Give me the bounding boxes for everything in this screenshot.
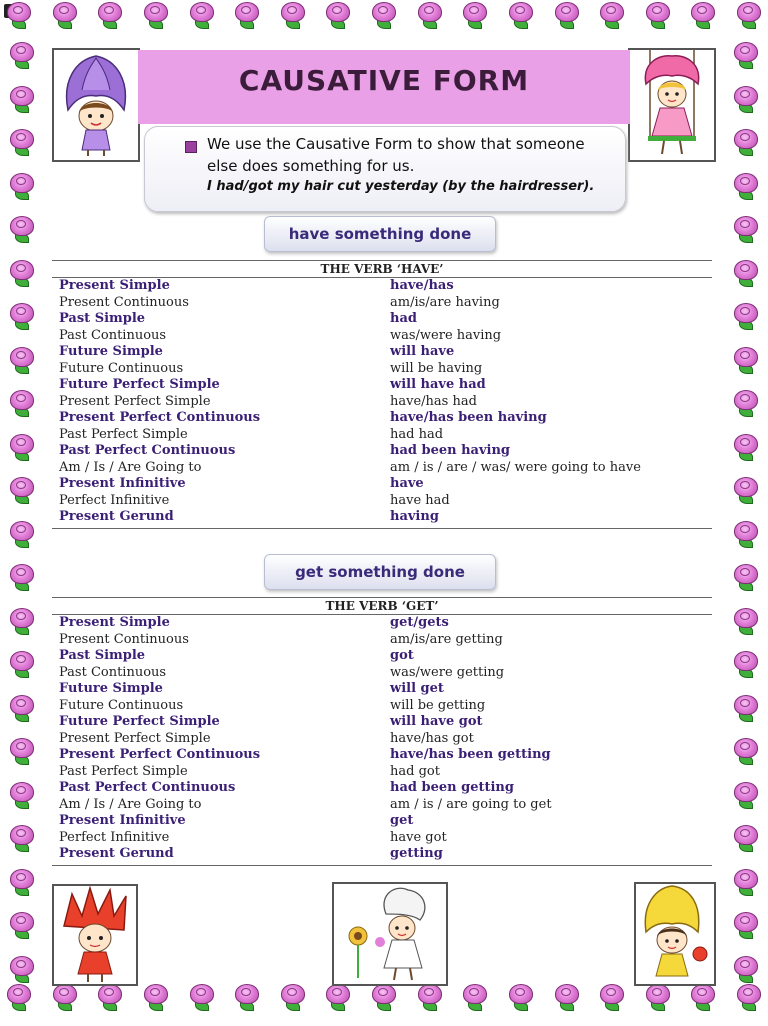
rose-icon bbox=[50, 0, 80, 30]
verb-form: had bbox=[390, 311, 417, 326]
rose-icon bbox=[7, 388, 37, 418]
rose-icon bbox=[7, 40, 37, 70]
verb-form: will be having bbox=[390, 360, 483, 376]
rose-icon bbox=[369, 0, 399, 30]
table-row bbox=[52, 780, 712, 797]
rose-icon bbox=[7, 910, 37, 940]
verb-table-have bbox=[52, 260, 712, 529]
rose-icon bbox=[187, 0, 217, 30]
tense-name: Am / Is / Are Going to bbox=[59, 796, 202, 812]
tense-name: Past Perfect Continuous bbox=[59, 780, 236, 795]
rose-icon bbox=[4, 982, 34, 1012]
rose-icon bbox=[731, 693, 761, 723]
definition-line-2: else does something for us. bbox=[207, 157, 415, 175]
verb-form: am / is / are / was/ were going to have bbox=[390, 459, 641, 475]
rose-icon bbox=[232, 982, 262, 1012]
rose-icon bbox=[7, 823, 37, 853]
verb-form: got bbox=[390, 648, 414, 663]
rose-icon bbox=[7, 345, 37, 375]
table-row bbox=[52, 731, 712, 748]
flower-border-top bbox=[0, 0, 768, 44]
rose-icon bbox=[731, 258, 761, 288]
red-flower-fairy-icon bbox=[52, 884, 138, 986]
verb-form: have/has been getting bbox=[390, 747, 551, 762]
tense-name: Present Simple bbox=[59, 615, 170, 630]
rose-icon bbox=[460, 982, 490, 1012]
table-divider bbox=[52, 865, 712, 866]
verb-form: get/gets bbox=[390, 615, 449, 630]
verb-form: get bbox=[390, 813, 414, 828]
rose-icon bbox=[415, 0, 445, 30]
tense-name: Past Perfect Simple bbox=[59, 763, 188, 779]
table-row bbox=[52, 615, 712, 632]
rose-icon bbox=[7, 214, 37, 244]
table-row bbox=[52, 295, 712, 312]
rose-icon bbox=[731, 432, 761, 462]
rose-icon bbox=[734, 982, 764, 1012]
verb-form: had been having bbox=[390, 443, 511, 458]
verb-form: have/has had bbox=[390, 393, 477, 409]
rose-icon bbox=[7, 258, 37, 288]
worksheet bbox=[46, 46, 722, 978]
rose-icon bbox=[643, 0, 673, 30]
verb-form: am / is / are going to get bbox=[390, 796, 552, 812]
flower-border-left bbox=[2, 40, 42, 984]
tense-name: Present Infinitive bbox=[59, 813, 186, 828]
tense-name: Future Continuous bbox=[59, 697, 184, 713]
tense-name: Future Continuous bbox=[59, 360, 184, 376]
verb-form: will have bbox=[390, 344, 455, 359]
tense-name: Past Perfect Simple bbox=[59, 426, 188, 442]
rose-icon bbox=[7, 693, 37, 723]
verb-form: had had bbox=[390, 426, 444, 442]
rose-icon bbox=[731, 780, 761, 810]
tense-name: Am / Is / Are Going to bbox=[59, 459, 202, 475]
verb-form: was/were having bbox=[390, 327, 502, 343]
tense-name: Future Simple bbox=[59, 344, 163, 359]
rose-icon bbox=[731, 649, 761, 679]
tense-name: Present Perfect Simple bbox=[59, 393, 211, 409]
table-row bbox=[52, 665, 712, 682]
rose-icon bbox=[731, 562, 761, 592]
table-title: THE VERB ‘GET’ bbox=[52, 597, 712, 615]
rose-icon bbox=[506, 0, 536, 30]
rose-icon bbox=[731, 345, 761, 375]
flower-border-bottom bbox=[0, 982, 768, 1026]
table-row bbox=[52, 443, 712, 460]
verb-form: am/is/are getting bbox=[390, 631, 503, 647]
rose-icon bbox=[552, 982, 582, 1012]
table-row bbox=[52, 278, 712, 295]
rose-icon bbox=[552, 0, 582, 30]
rose-icon bbox=[731, 910, 761, 940]
rose-icon bbox=[7, 649, 37, 679]
table-row bbox=[52, 361, 712, 378]
verb-form: have had bbox=[390, 492, 450, 508]
rose-icon bbox=[731, 84, 761, 114]
table-row bbox=[52, 747, 712, 764]
rose-icon bbox=[731, 519, 761, 549]
rose-icon bbox=[731, 606, 761, 636]
table-row bbox=[52, 764, 712, 781]
table-title: THE VERB ‘HAVE’ bbox=[52, 260, 712, 278]
tense-name: Present Perfect Simple bbox=[59, 730, 211, 746]
rose-icon bbox=[7, 84, 37, 114]
flower-border-right bbox=[726, 40, 766, 984]
table-row bbox=[52, 830, 712, 847]
definition-box bbox=[144, 126, 626, 212]
rose-icon bbox=[7, 562, 37, 592]
tense-name: Present Gerund bbox=[59, 509, 174, 524]
rose-icon bbox=[7, 475, 37, 505]
rose-icon bbox=[731, 823, 761, 853]
tulip-fairy-icon bbox=[52, 48, 140, 162]
verb-form: had got bbox=[390, 763, 440, 779]
tense-name: Present Perfect Continuous bbox=[59, 410, 261, 425]
rose-icon bbox=[460, 0, 490, 30]
table-divider bbox=[52, 528, 712, 529]
table-row bbox=[52, 460, 712, 477]
verb-form: have/has got bbox=[390, 730, 474, 746]
rose-icon bbox=[7, 127, 37, 157]
verb-form: have/has bbox=[390, 278, 454, 293]
tense-name: Future Perfect Simple bbox=[59, 714, 220, 729]
rose-icon bbox=[731, 171, 761, 201]
rose-icon bbox=[506, 982, 536, 1012]
page-title: CAUSATIVE FORM bbox=[238, 64, 530, 97]
tense-name: Present Infinitive bbox=[59, 476, 186, 491]
tense-name: Past Continuous bbox=[59, 327, 167, 343]
tense-name: Perfect Infinitive bbox=[59, 829, 170, 845]
table-row bbox=[52, 493, 712, 510]
section-heading-have: have something done bbox=[264, 216, 496, 252]
rose-icon bbox=[323, 0, 353, 30]
definition-line-1: We use the Causative Form to show that someone bbox=[207, 135, 585, 153]
tense-name: Future Simple bbox=[59, 681, 163, 696]
yellow-tulip-fairy-icon bbox=[634, 882, 716, 986]
swing-fairy-icon bbox=[628, 48, 716, 162]
verb-form: had been getting bbox=[390, 780, 514, 795]
rose-icon bbox=[141, 982, 171, 1012]
table-row bbox=[52, 797, 712, 814]
tense-name: Present Continuous bbox=[59, 294, 189, 310]
rose-icon bbox=[597, 0, 627, 30]
verb-table-get bbox=[52, 597, 712, 866]
rose-icon bbox=[7, 432, 37, 462]
rose-icon bbox=[7, 736, 37, 766]
tense-name: Present Continuous bbox=[59, 631, 189, 647]
table-row bbox=[52, 509, 712, 526]
rose-icon bbox=[731, 40, 761, 70]
rose-icon bbox=[731, 388, 761, 418]
rose-icon bbox=[7, 954, 37, 984]
rose-icon bbox=[688, 0, 718, 30]
verb-form: have got bbox=[390, 829, 447, 845]
table-row bbox=[52, 648, 712, 665]
verb-form: will have had bbox=[390, 377, 486, 392]
table-row bbox=[52, 681, 712, 698]
rose-icon bbox=[731, 954, 761, 984]
verb-form: getting bbox=[390, 846, 443, 861]
bellflower-fairy-icon bbox=[332, 882, 448, 986]
rose-icon bbox=[7, 171, 37, 201]
tense-name: Present Perfect Continuous bbox=[59, 747, 261, 762]
rose-icon bbox=[731, 475, 761, 505]
table-row bbox=[52, 377, 712, 394]
tense-name: Past Simple bbox=[59, 648, 146, 663]
table-row bbox=[52, 427, 712, 444]
verb-form: having bbox=[390, 509, 439, 524]
table-row bbox=[52, 714, 712, 731]
rose-icon bbox=[7, 301, 37, 331]
rose-icon bbox=[7, 867, 37, 897]
rose-icon bbox=[597, 982, 627, 1012]
rose-icon bbox=[141, 0, 171, 30]
verb-form: will get bbox=[390, 681, 444, 696]
table-row bbox=[52, 328, 712, 345]
section-heading-get: get something done bbox=[264, 554, 496, 590]
tense-name: Perfect Infinitive bbox=[59, 492, 170, 508]
table-row bbox=[52, 344, 712, 361]
tense-name: Past Perfect Continuous bbox=[59, 443, 236, 458]
verb-form: am/is/are having bbox=[390, 294, 500, 310]
table-row bbox=[52, 846, 712, 863]
rose-icon bbox=[4, 0, 34, 30]
rose-icon bbox=[232, 0, 262, 30]
table-row bbox=[52, 632, 712, 649]
table-row bbox=[52, 311, 712, 328]
rose-icon bbox=[7, 519, 37, 549]
tense-name: Future Perfect Simple bbox=[59, 377, 220, 392]
rose-icon bbox=[7, 606, 37, 636]
verb-form: have/has been having bbox=[390, 410, 547, 425]
verb-form: will have got bbox=[390, 714, 483, 729]
example-sentence: I had/got my hair cut yesterday (by the hairdresser). bbox=[207, 179, 595, 194]
rose-icon bbox=[731, 214, 761, 244]
rose-icon bbox=[731, 736, 761, 766]
rose-icon bbox=[734, 0, 764, 30]
table-row bbox=[52, 410, 712, 427]
rose-icon bbox=[731, 867, 761, 897]
tense-name: Present Gerund bbox=[59, 846, 174, 861]
rose-icon bbox=[7, 780, 37, 810]
title-banner bbox=[138, 50, 630, 124]
bullet-icon bbox=[185, 141, 197, 153]
verb-form: was/were getting bbox=[390, 664, 505, 680]
tense-name: Past Simple bbox=[59, 311, 146, 326]
tense-name: Past Continuous bbox=[59, 664, 167, 680]
rose-icon bbox=[95, 0, 125, 30]
table-row bbox=[52, 394, 712, 411]
rose-icon bbox=[278, 982, 308, 1012]
table-row bbox=[52, 476, 712, 493]
table-row bbox=[52, 813, 712, 830]
rose-icon bbox=[731, 301, 761, 331]
verb-form: have bbox=[390, 476, 424, 491]
rose-icon bbox=[731, 127, 761, 157]
tense-name: Present Simple bbox=[59, 278, 170, 293]
table-row bbox=[52, 698, 712, 715]
rose-icon bbox=[187, 982, 217, 1012]
verb-form: will be getting bbox=[390, 697, 486, 713]
rose-icon bbox=[278, 0, 308, 30]
